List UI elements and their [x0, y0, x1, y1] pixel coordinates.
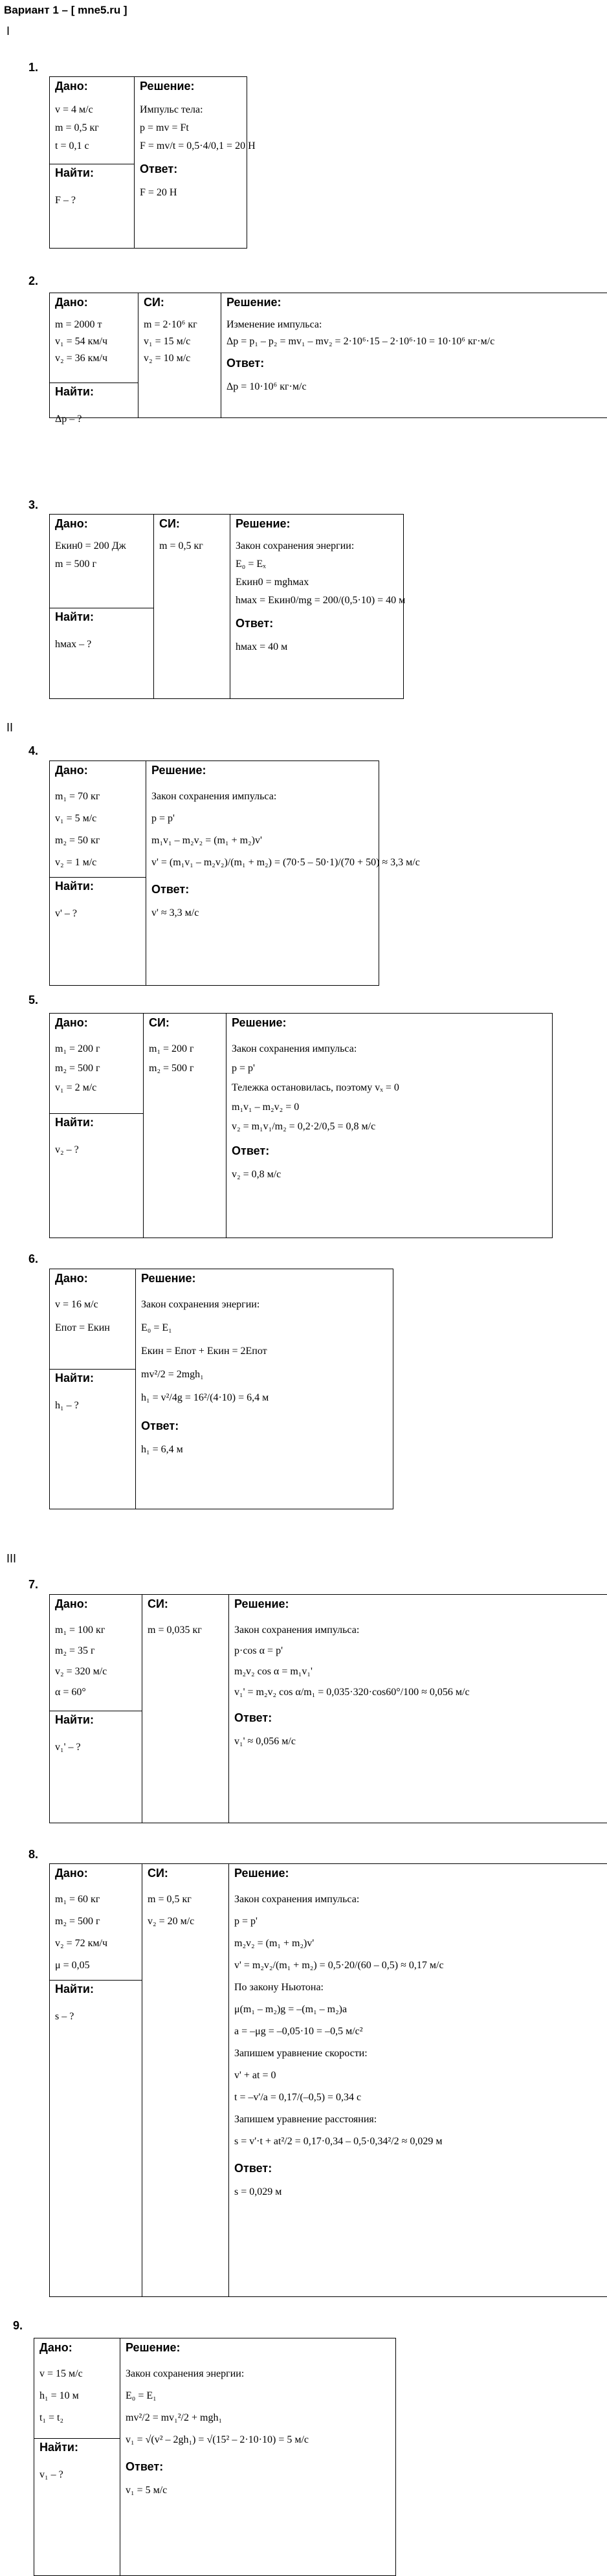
find-header: Найти:: [55, 385, 94, 398]
solution-line: Закон сохранения энергии:: [126, 2368, 245, 2379]
solution-line: Закон сохранения энергии:: [236, 540, 355, 551]
reshenie-column: [226, 1014, 553, 1238]
group-label: I: [6, 25, 10, 38]
given-item: m₁ = 200 г: [55, 1043, 100, 1054]
given-item: v₂ = 320 м/с: [55, 1666, 107, 1677]
solution-line: Запишем уравнение расстояния:: [234, 2114, 377, 2125]
find-item: v₁' – ?: [55, 1742, 81, 1753]
solution-line: Запишем уравнение скорости:: [234, 2048, 368, 2059]
answer-line: s = 0,029 м: [234, 2186, 282, 2197]
si-column: [153, 515, 230, 698]
divider: [50, 877, 146, 878]
si-item: m = 0,5 кг: [148, 1894, 192, 1905]
si-column: [138, 293, 221, 417]
dano-header: Дано:: [55, 1597, 88, 1610]
find-header: Найти:: [55, 610, 94, 623]
given-item: m₂ = 50 кг: [55, 835, 100, 846]
problem-number: 1.: [28, 61, 39, 74]
given-item: α = 60°: [55, 1687, 86, 1698]
si-header: СИ:: [149, 1016, 170, 1029]
given-item: v₁ = 2 м/с: [55, 1082, 97, 1093]
si-item: m = 0,5 кг: [159, 540, 203, 551]
solution-line: p·cos α = p': [234, 1645, 283, 1656]
problem-box: [49, 1013, 553, 1238]
reshenie-header: Решение:: [226, 296, 281, 309]
solution-line: По закону Ньютона:: [234, 1982, 324, 1993]
answer-header: Ответ:: [151, 883, 190, 896]
solution-line: m₂v₂ cos α = m₁v₁': [234, 1666, 313, 1677]
answer-header: Ответ:: [126, 2460, 164, 2473]
given-item: m₁ = 60 кг: [55, 1894, 100, 1905]
page-title: Вариант 1 – [ mne5.ru ]: [4, 4, 127, 16]
solution-line: Изменение импульса:: [226, 319, 322, 330]
si-column: [142, 1864, 228, 2296]
answer-header: Ответ:: [141, 1419, 179, 1432]
divider: [50, 1369, 135, 1370]
find-item: Δp – ?: [55, 414, 82, 425]
dano-column: [50, 761, 146, 985]
dano-column: [50, 1864, 142, 2296]
given-item: v = 4 м/с: [55, 104, 93, 115]
solution-line: E₀ = E₁: [141, 1322, 172, 1333]
find-header: Найти:: [55, 1371, 94, 1384]
problem-box: [49, 76, 256, 249]
given-item: Eкин0 = 200 Дж: [55, 540, 126, 551]
reshenie-header: Решение:: [236, 517, 291, 530]
dano-header: Дано:: [55, 80, 88, 93]
reshenie-column: [230, 515, 404, 698]
solution-line: Eкин = Eпот + Eкин = 2Eпот: [141, 1346, 267, 1357]
solution-line: Закон сохранения импульса:: [151, 791, 277, 802]
solution-line: p = mv = Ft: [140, 122, 189, 133]
find-item: h₁ – ?: [55, 1400, 79, 1411]
reshenie-column: [134, 77, 256, 248]
find-header: Найти:: [55, 1116, 94, 1129]
problem-number: 7.: [28, 1578, 39, 1591]
si-header: СИ:: [148, 1597, 168, 1610]
solution-line: μ(m₁ – m₂)g = –(m₁ – m₂)a: [234, 2004, 348, 2015]
given-item: v = 15 м/с: [39, 2368, 83, 2379]
answer-line: v' ≈ 3,3 м/с: [151, 907, 199, 918]
problem-box: [49, 1863, 607, 2297]
reshenie-column: [146, 761, 420, 985]
answer-line: v₂ = 0,8 м/с: [232, 1169, 281, 1180]
given-item: v₂ = 36 км/ч: [55, 353, 107, 364]
given-item: v = 16 м/с: [55, 1299, 98, 1310]
given-item: m = 500 г: [55, 559, 97, 570]
group-label: II: [6, 721, 14, 734]
problem-number: 3.: [28, 498, 39, 511]
solution-line: p = p': [151, 813, 175, 824]
solution-line: v' = m₂v₂/(m₁ + m₂) = 0,5·20/(60 – 0,5) ≈ 0,17 м/с: [234, 1960, 444, 1971]
divider: [50, 1113, 143, 1114]
si-item: v₁ = 15 м/с: [144, 336, 191, 347]
dano-header: Дано:: [55, 517, 88, 530]
solution-line: mv²/2 = 2mgh₁: [141, 1369, 204, 1380]
given-item: m₁ = 100 кг: [55, 1625, 105, 1636]
reshenie-column: [120, 2338, 397, 2575]
problem-box: [49, 761, 420, 986]
si-item: v₂ = 10 м/с: [144, 353, 191, 364]
given-item: Eпот = Eкин: [55, 1322, 110, 1333]
si-column: [143, 1014, 226, 1238]
reshenie-header: Решение:: [234, 1867, 289, 1880]
answer-line: hмах = 40 м: [236, 641, 288, 652]
solution-line: s = v'·t + at²/2 = 0,17·0,34 – 0,5·0,34²/2 ≈ 0,029 м: [234, 2136, 443, 2147]
reshenie-column: [135, 1269, 394, 1509]
problem-number: 6.: [28, 1252, 39, 1265]
solution-line: v₂ = m₁v₁/m₂ = 0,2·2/0,5 = 0,8 м/с: [232, 1121, 376, 1132]
divider: [50, 1980, 142, 1981]
given-item: m₁ = 70 кг: [55, 791, 100, 802]
dano-column: [50, 1014, 143, 1238]
dano-column: [50, 1269, 135, 1509]
problem-number: 4.: [28, 744, 39, 757]
si-item: m₂ = 500 г: [149, 1063, 194, 1074]
solution-line: E₀ = Eₓ: [236, 559, 266, 570]
dano-header: Дано:: [55, 1867, 88, 1880]
problem-box: [34, 2338, 396, 2576]
si-column: [142, 1595, 228, 1823]
si-item: v₂ = 20 м/с: [148, 1916, 195, 1927]
given-item: v₂ = 72 км/ч: [55, 1938, 107, 1949]
solution-line: Закон сохранения импульса:: [234, 1625, 360, 1636]
dano-header: Дано:: [39, 2341, 72, 2354]
solution-line: Тележка остановилась, поэтому vₓ = 0: [232, 1082, 399, 1093]
solution-line: Закон сохранения энергии:: [141, 1299, 260, 1310]
reshenie-header: Решение:: [234, 1597, 289, 1610]
given-item: μ = 0,05: [55, 1960, 90, 1971]
dano-header: Дано:: [55, 296, 88, 309]
find-item: hмах – ?: [55, 639, 92, 650]
problem-box: [49, 514, 404, 699]
problem-number: 5.: [28, 994, 39, 1006]
answer-header: Ответ:: [232, 1144, 270, 1157]
answer-header: Ответ:: [140, 162, 178, 175]
solution-line: F = mv/t = 0,5·4/0,1 = 20 Н: [140, 140, 256, 151]
dano-header: Дано:: [55, 1272, 88, 1285]
given-item: v₁ = 5 м/с: [55, 813, 97, 824]
solution-line: v' + at = 0: [234, 2070, 276, 2081]
find-header: Найти:: [55, 1982, 94, 1995]
si-item: m = 0,035 кг: [148, 1625, 202, 1636]
find-header: Найти:: [55, 880, 94, 893]
solution-line: a = –μg = –0,05·10 = –0,5 м/с²: [234, 2026, 363, 2037]
solution-line: m₁v₁ – m₂v₂ = (m₁ + m₂)v': [151, 835, 262, 846]
given-item: m₂ = 500 г: [55, 1916, 100, 1927]
problem-box: [49, 1269, 393, 1509]
problem-box: [49, 1594, 607, 1823]
answer-header: Ответ:: [236, 617, 274, 630]
dano-column: [50, 1595, 142, 1823]
solution-line: Импульс тела:: [140, 104, 203, 115]
given-item: t = 0,1 с: [55, 140, 89, 151]
find-header: Найти:: [55, 166, 94, 179]
solution-line: hмах = Eкин0/mg = 200/(0,5·10) = 40 м: [236, 595, 406, 606]
problem-box: [49, 293, 607, 425]
solution-line: t = –v'/a = 0,17/(–0,5) = 0,34 с: [234, 2092, 362, 2103]
solution-line: v₁ = √(v² – 2gh₁) = √(15² – 2·10·10) = 5 м/с: [126, 2434, 309, 2445]
answer-header: Ответ:: [234, 1711, 272, 1724]
given-item: h₁ = 10 м: [39, 2390, 79, 2401]
solution-line: v' = (m₁v₁ – m₂v₂)/(m₁ + m₂) = (70·5 – 50·1)/(70 + 50) ≈ 3,3 м/с: [151, 857, 420, 868]
si-header: СИ:: [148, 1867, 168, 1880]
given-item: t₁ = t₂: [39, 2412, 64, 2423]
given-item: m₂ = 500 г: [55, 1063, 100, 1074]
answer-line: h₁ = 6,4 м: [141, 1444, 183, 1455]
given-item: m = 0,5 кг: [55, 122, 99, 133]
solution-line: mv²/2 = mv₁²/2 + mgh₁: [126, 2412, 223, 2423]
find-item: v' – ?: [55, 908, 77, 919]
group-label: III: [6, 1552, 17, 1565]
si-item: m₁ = 200 г: [149, 1043, 194, 1054]
answer-line: Δp = 10·10⁶ кг·м/с: [226, 381, 307, 392]
solution-line: m₂v₂ = (m₁ + m₂)v': [234, 1938, 315, 1949]
find-header: Найти:: [39, 2441, 78, 2454]
given-item: v₁ = 54 км/ч: [55, 336, 107, 347]
reshenie-header: Решение:: [140, 80, 195, 93]
answer-header: Ответ:: [234, 2162, 272, 2175]
solution-line: m₁v₁ – m₂v₂ = 0: [232, 1102, 300, 1113]
find-item: v₂ – ?: [55, 1144, 79, 1155]
solution-line: h₁ = v²/4g = 16²/(4·10) = 6,4 м: [141, 1392, 269, 1403]
solution-line: p = p': [234, 1916, 258, 1927]
reshenie-column: [228, 1864, 607, 2296]
find-item: F – ?: [55, 195, 76, 206]
reshenie-header: Решение:: [151, 764, 206, 777]
solution-line: Закон сохранения импульса:: [234, 1894, 360, 1905]
reshenie-header: Решение:: [141, 1272, 196, 1285]
solution-line: p = p': [232, 1063, 255, 1074]
given-item: m = 2000 т: [55, 319, 102, 330]
given-item: m₂ = 35 г: [55, 1645, 95, 1656]
answer-line: v₁ = 5 м/с: [126, 2485, 168, 2496]
dano-header: Дано:: [55, 764, 88, 777]
given-item: v₂ = 1 м/с: [55, 857, 97, 868]
reshenie-header: Решение:: [126, 2341, 181, 2354]
find-header: Найти:: [55, 1713, 94, 1726]
si-item: m = 2·10⁶ кг: [144, 319, 197, 330]
solution-line: Δp = p₁ – p₂ = mv₁ – mv₂ = 2·10⁶·15 – 2·10⁶·10 = 10·10⁶ кг·м/с: [226, 336, 495, 347]
problem-number: 9.: [13, 2319, 23, 2332]
dano-column: [34, 2338, 120, 2575]
si-header: СИ:: [159, 517, 180, 530]
si-header: СИ:: [144, 296, 164, 309]
reshenie-header: Решение:: [232, 1016, 287, 1029]
problem-number: 2.: [28, 274, 39, 287]
reshenie-column: [228, 1595, 607, 1823]
reshenie-column: [221, 293, 607, 417]
solution-line: E₀ = E₁: [126, 2390, 157, 2401]
dano-header: Дано:: [55, 1016, 88, 1029]
find-item: v₁ – ?: [39, 2469, 63, 2480]
answer-line: v₁' ≈ 0,056 м/с: [234, 1736, 296, 1747]
problem-number: 8.: [28, 1848, 39, 1861]
answer-line: F = 20 Н: [140, 187, 177, 198]
dano-column: [50, 293, 138, 425]
divider: [34, 2438, 120, 2439]
find-item: s – ?: [55, 2011, 74, 2022]
dano-column: [50, 515, 153, 698]
solution-line: Закон сохранения импульса:: [232, 1043, 357, 1054]
dano-column: [50, 77, 134, 248]
solution-line: v₁' = m₂v₂ cos α/m₁ = 0,035·320·cos60°/100 ≈ 0,056 м/с: [234, 1687, 470, 1698]
solution-line: Eкин0 = mghмах: [236, 577, 309, 588]
answer-header: Ответ:: [226, 357, 265, 370]
